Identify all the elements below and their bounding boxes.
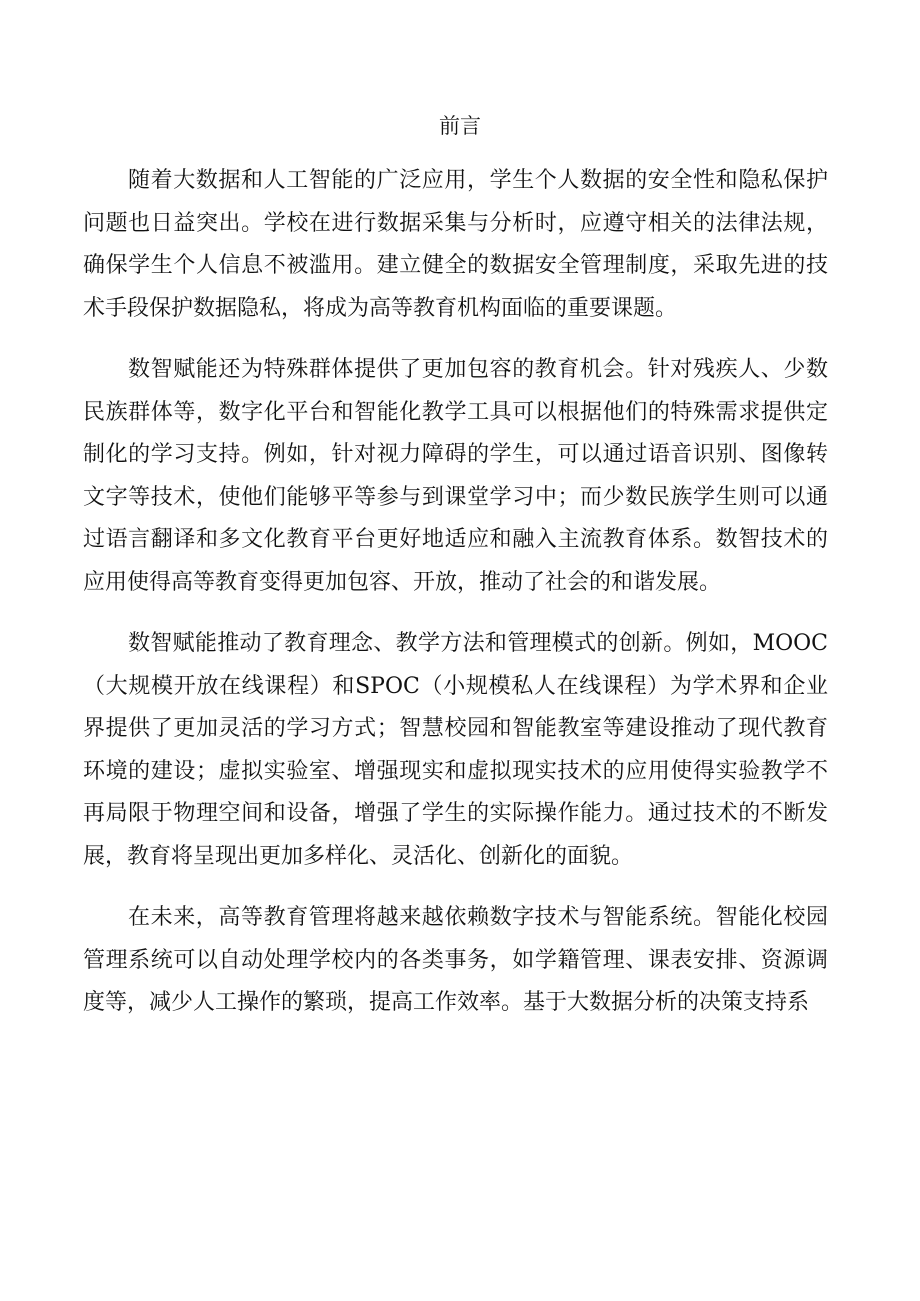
paragraph-1: 随着大数据和人工智能的广泛应用，学生个人数据的安全性和隐私保护问题也日益突出。学校在进行数据采集与分析时，应遵守相关的法律法规，确保学生个人信息不被滥用。建立健全的数据安全管理制度，采取先进的技术手段保护数据隐私，将成为高等教育机构面临的重要课题。	[83, 168, 828, 321]
paragraph-3: 数智赋能推动了教育理念、教学方法和管理模式的创新。例如，MOOC（大规模开放在线课程）和SPOC（小规模私人在线课程）为学术界和企业界提供了更加灵活的学习方式；智慧校园和智能教室等建设推动了现代教育环境的建设；虚拟实验室、增强现实和虚拟现实技术的应用使得实验教学不再局限于物理空间和设备，增强了学生的实际操作能力。通过技术的不断发展，教育将呈现出更加多样化、灵活化、创新化的面貌。	[83, 631, 828, 869]
paragraph-2: 数智赋能还为特殊群体提供了更加包容的教育机会。针对残疾人、少数民族群体等，数字化平台和智能化教学工具可以根据他们的特殊需求提供定制化的学习支持。例如，针对视力障碍的学生，可以通过语音识别、图像转文字等技术，使他们能够平等参与到课堂学习中；而少数民族学生则可以通过语言翻译和多文化教育平台更好地适应和融入主流教育体系。数智技术的应用使得高等教育变得更加包容、开放，推动了社会的和谐发展。	[83, 357, 828, 595]
page-title: 前言	[439, 114, 481, 138]
body-text	[83, 160, 828, 1044]
paragraph-4: 在未来，高等教育管理将越来越依赖数字技术与智能系统。智能化校园管理系统可以自动处理学校内的各类事务，如学籍管理、课表安排、资源调度等，减少人工操作的繁琐，提高工作效率。基于大数据分析的决策支持系	[83, 905, 828, 1015]
